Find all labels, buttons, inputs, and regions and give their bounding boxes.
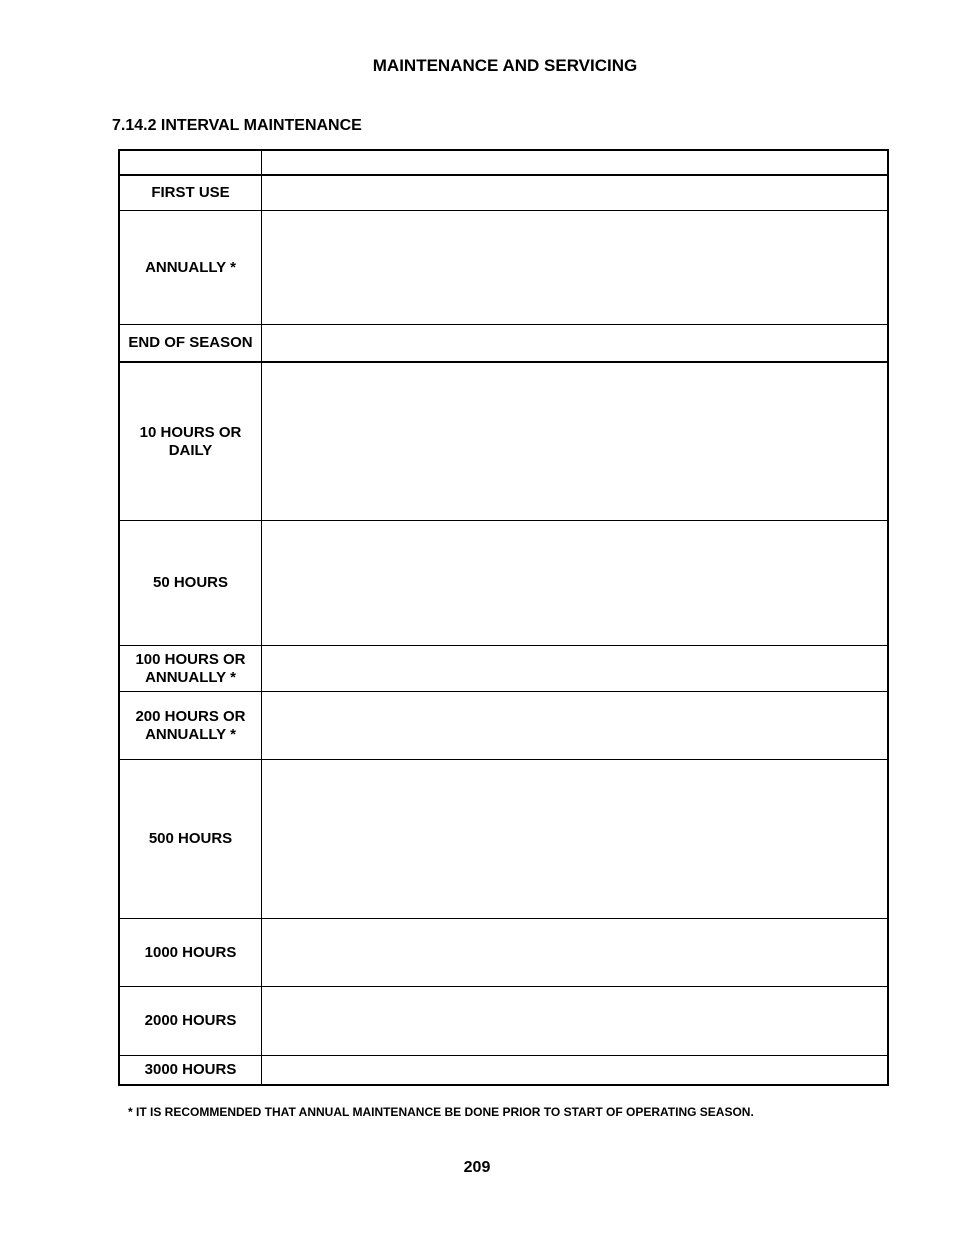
tasks-cell: [262, 987, 887, 1055]
section-title: 7.14.2 INTERVAL MAINTENANCE: [112, 117, 362, 134]
interval-cell: 1000 HOURS: [120, 919, 262, 986]
tasks-cell: [262, 760, 887, 918]
tasks-cell: [262, 521, 887, 645]
interval-cell: 100 HOURS OR ANNUALLY *: [120, 646, 262, 691]
interval-cell: 3000 HOURS: [120, 1056, 262, 1084]
table-row: [120, 646, 887, 692]
table-header-row: [120, 151, 887, 174]
interval-cell: 50 HOURS: [120, 521, 262, 645]
table-row: [120, 521, 887, 646]
interval-cell: FIRST USE: [120, 176, 262, 210]
tasks-cell: [262, 325, 887, 361]
table-row: [120, 987, 887, 1056]
interval-cell: ANNUALLY *: [120, 211, 262, 324]
interval-cell: 2000 HOURS: [120, 987, 262, 1055]
interval-cell: 500 HOURS: [120, 760, 262, 918]
table-row: [120, 692, 887, 760]
table-row: [120, 325, 887, 363]
footnote: * IT IS RECOMMENDED THAT ANNUAL MAINTENANCE BE DONE PRIOR TO START OF OPERATING SEASON.: [128, 1105, 754, 1119]
header-cell-interval: [120, 151, 262, 174]
tasks-cell: [262, 211, 887, 324]
tasks-cell: [262, 692, 887, 759]
page-number: 209: [463, 1159, 491, 1176]
table-row: [120, 919, 887, 987]
tasks-cell: [262, 646, 887, 691]
tasks-cell: [262, 363, 887, 520]
header-cell-tasks: [262, 151, 887, 174]
interval-maintenance-table: [118, 149, 889, 1086]
interval-cell: 200 HOURS OR ANNUALLY *: [120, 692, 262, 759]
tasks-cell: [262, 176, 887, 210]
tasks-cell: [262, 919, 887, 986]
page-title: MAINTENANCE AND SERVICING: [372, 56, 638, 75]
interval-cell: END OF SEASON: [120, 325, 262, 361]
table-row: [120, 1056, 887, 1084]
table-row: [120, 211, 887, 325]
table-row: [120, 760, 887, 919]
table-row: [120, 363, 887, 521]
interval-cell: 10 HOURS OR DAILY: [120, 363, 262, 520]
table-row: [120, 176, 887, 211]
tasks-cell: [262, 1056, 887, 1084]
